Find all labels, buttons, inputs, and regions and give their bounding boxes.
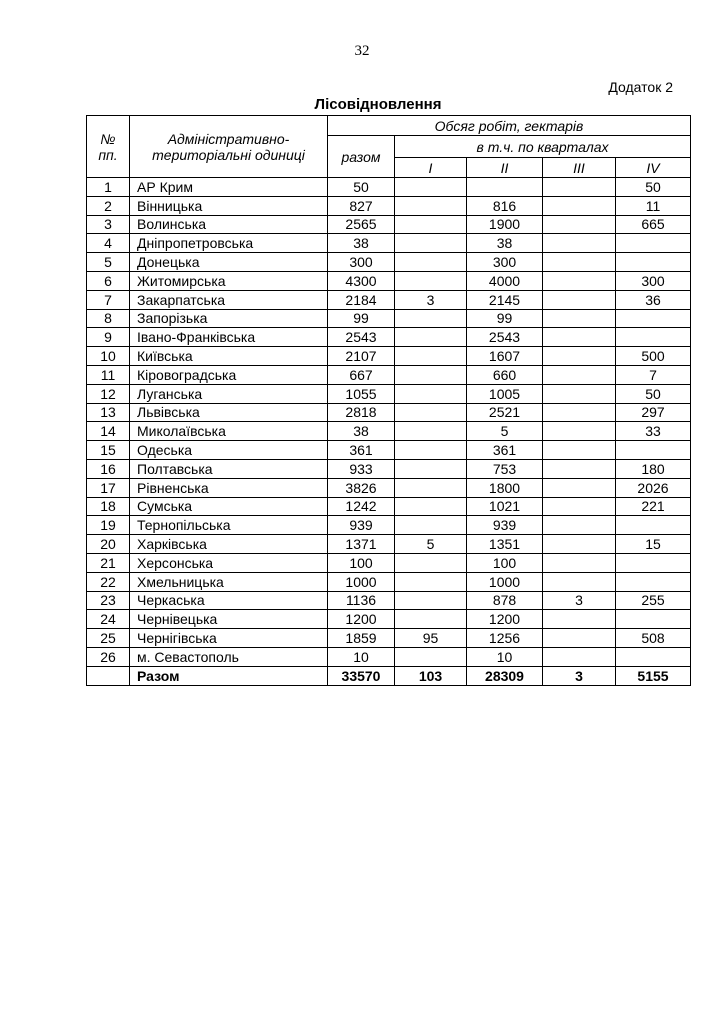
cell-q1 xyxy=(395,516,467,535)
cell-q4: 180 xyxy=(616,459,691,478)
cell-number: 26 xyxy=(87,647,130,666)
cell-number: 16 xyxy=(87,459,130,478)
table-row xyxy=(87,347,691,366)
cell-total: 99 xyxy=(328,309,395,328)
cell-number: 18 xyxy=(87,497,130,516)
table-row xyxy=(87,384,691,403)
cell-unit-name: Разом xyxy=(130,666,328,685)
table-row xyxy=(87,365,691,384)
cell-q1: 3 xyxy=(395,290,467,309)
cell-q1 xyxy=(395,459,467,478)
document-title: Лісовідновлення xyxy=(314,96,442,113)
cell-q2: 816 xyxy=(467,196,543,215)
cell-total: 3826 xyxy=(328,478,395,497)
table-row xyxy=(87,309,691,328)
cell-number: 10 xyxy=(87,347,130,366)
cell-q1 xyxy=(395,647,467,666)
cell-unit-name: Харківська xyxy=(130,535,328,554)
cell-q1 xyxy=(395,309,467,328)
table-row xyxy=(87,497,691,516)
cell-unit-name: Київська xyxy=(130,347,328,366)
cell-q2: 1021 xyxy=(467,497,543,516)
cell-q4: 50 xyxy=(616,178,691,197)
header-number-line2: пп. xyxy=(98,146,118,163)
cell-number: 17 xyxy=(87,478,130,497)
header-volume: Обсяг робіт, гектарів xyxy=(328,116,691,136)
cell-total: 1371 xyxy=(328,535,395,554)
table-row xyxy=(87,459,691,478)
header-unit-line2: територіальні одиниці xyxy=(152,146,305,163)
table-row xyxy=(87,253,691,272)
cell-number: 23 xyxy=(87,591,130,610)
cell-q4: 300 xyxy=(616,271,691,290)
cell-q1 xyxy=(395,441,467,460)
cell-q1 xyxy=(395,422,467,441)
table-row xyxy=(87,610,691,629)
cell-total: 1242 xyxy=(328,497,395,516)
table-row xyxy=(87,234,691,253)
cell-q1 xyxy=(395,178,467,197)
cell-q1 xyxy=(395,384,467,403)
cell-number: 1 xyxy=(87,178,130,197)
cell-number: 6 xyxy=(87,271,130,290)
cell-unit-name: Чернівецька xyxy=(130,610,328,629)
cell-q4: 15 xyxy=(616,535,691,554)
cell-q2: 2543 xyxy=(467,328,543,347)
cell-q3 xyxy=(543,253,616,272)
cell-q4: 255 xyxy=(616,591,691,610)
cell-unit-name: Полтавська xyxy=(130,459,328,478)
cell-q1 xyxy=(395,215,467,234)
cell-unit-name: Вінницька xyxy=(130,196,328,215)
cell-q1 xyxy=(395,572,467,591)
cell-number: 25 xyxy=(87,629,130,648)
cell-q2: 10 xyxy=(467,647,543,666)
cell-total: 933 xyxy=(328,459,395,478)
table-row xyxy=(87,271,691,290)
header-number-line1: № xyxy=(100,130,116,147)
cell-q2: 1607 xyxy=(467,347,543,366)
cell-q3 xyxy=(543,234,616,253)
cell-q2: 1256 xyxy=(467,629,543,648)
cell-number: 19 xyxy=(87,516,130,535)
cell-q2: 1351 xyxy=(467,535,543,554)
cell-number: 15 xyxy=(87,441,130,460)
table-row xyxy=(87,478,691,497)
cell-q1 xyxy=(395,253,467,272)
cell-q3 xyxy=(543,384,616,403)
cell-q3 xyxy=(543,535,616,554)
cell-total: 1200 xyxy=(328,610,395,629)
cell-q2: 5 xyxy=(467,422,543,441)
table-row xyxy=(87,422,691,441)
cell-total: 1136 xyxy=(328,591,395,610)
cell-q4: 221 xyxy=(616,497,691,516)
header-q4: IV xyxy=(616,158,691,178)
cell-total: 1000 xyxy=(328,572,395,591)
cell-total: 50 xyxy=(328,178,395,197)
cell-q2: 300 xyxy=(467,253,543,272)
cell-q2: 939 xyxy=(467,516,543,535)
header-number xyxy=(87,116,130,178)
cell-q4 xyxy=(616,328,691,347)
cell-q1 xyxy=(395,271,467,290)
cell-q4: 50 xyxy=(616,384,691,403)
cell-number: 14 xyxy=(87,422,130,441)
cell-unit-name: Волинська xyxy=(130,215,328,234)
cell-q4: 11 xyxy=(616,196,691,215)
table-row xyxy=(87,196,691,215)
cell-q4 xyxy=(616,309,691,328)
cell-q4: 500 xyxy=(616,347,691,366)
cell-unit-name: Запорізька xyxy=(130,309,328,328)
cell-unit-name: Житомирська xyxy=(130,271,328,290)
cell-total: 2565 xyxy=(328,215,395,234)
cell-q2: 38 xyxy=(467,234,543,253)
cell-total: 1859 xyxy=(328,629,395,648)
table-row xyxy=(87,572,691,591)
cell-number: 12 xyxy=(87,384,130,403)
table-row xyxy=(87,647,691,666)
cell-q3 xyxy=(543,478,616,497)
cell-total: 2107 xyxy=(328,347,395,366)
cell-total: 10 xyxy=(328,647,395,666)
cell-q4 xyxy=(616,253,691,272)
cell-total: 33570 xyxy=(328,666,395,685)
cell-q1 xyxy=(395,610,467,629)
cell-number: 21 xyxy=(87,553,130,572)
cell-q4: 665 xyxy=(616,215,691,234)
cell-total: 38 xyxy=(328,234,395,253)
cell-number: 3 xyxy=(87,215,130,234)
cell-total: 2818 xyxy=(328,403,395,422)
cell-unit-name: Кіровоградська xyxy=(130,365,328,384)
cell-unit-name: Херсонська xyxy=(130,553,328,572)
cell-q3 xyxy=(543,196,616,215)
table-row xyxy=(87,328,691,347)
cell-q1 xyxy=(395,347,467,366)
cell-unit-name: Львівська xyxy=(130,403,328,422)
cell-q3 xyxy=(543,516,616,535)
cell-q1 xyxy=(395,553,467,572)
cell-q3 xyxy=(543,572,616,591)
cell-total: 1055 xyxy=(328,384,395,403)
cell-q3 xyxy=(543,271,616,290)
table-row xyxy=(87,441,691,460)
cell-q2: 1000 xyxy=(467,572,543,591)
cell-q4 xyxy=(616,234,691,253)
cell-q2: 1005 xyxy=(467,384,543,403)
cell-q1: 95 xyxy=(395,629,467,648)
cell-total: 827 xyxy=(328,196,395,215)
cell-q1: 5 xyxy=(395,535,467,554)
cell-q2: 753 xyxy=(467,459,543,478)
cell-q2: 4000 xyxy=(467,271,543,290)
cell-q1 xyxy=(395,478,467,497)
cell-number: 20 xyxy=(87,535,130,554)
cell-q3 xyxy=(543,328,616,347)
cell-q2: 2145 xyxy=(467,290,543,309)
cell-q4: 36 xyxy=(616,290,691,309)
cell-number: 11 xyxy=(87,365,130,384)
cell-number: 22 xyxy=(87,572,130,591)
cell-q2: 660 xyxy=(467,365,543,384)
cell-q1 xyxy=(395,328,467,347)
cell-unit-name: Сумська xyxy=(130,497,328,516)
cell-total: 361 xyxy=(328,441,395,460)
cell-q1 xyxy=(395,196,467,215)
cell-q3 xyxy=(543,497,616,516)
cell-q3: 3 xyxy=(543,666,616,685)
cell-unit-name: Івано-Франківська xyxy=(130,328,328,347)
table-row xyxy=(87,535,691,554)
cell-number: 9 xyxy=(87,328,130,347)
cell-q3 xyxy=(543,178,616,197)
table-row xyxy=(87,403,691,422)
cell-number: 4 xyxy=(87,234,130,253)
header-unit xyxy=(130,116,328,178)
cell-number: 7 xyxy=(87,290,130,309)
cell-total: 2543 xyxy=(328,328,395,347)
table-row xyxy=(87,215,691,234)
cell-q3 xyxy=(543,422,616,441)
cell-q2: 878 xyxy=(467,591,543,610)
cell-q1 xyxy=(395,234,467,253)
cell-q2: 99 xyxy=(467,309,543,328)
cell-q4 xyxy=(616,516,691,535)
cell-q1: 103 xyxy=(395,666,467,685)
cell-q3 xyxy=(543,347,616,366)
cell-q2: 361 xyxy=(467,441,543,460)
cell-q1 xyxy=(395,497,467,516)
cell-q4: 508 xyxy=(616,629,691,648)
cell-unit-name: Одеська xyxy=(130,441,328,460)
reforestation-table xyxy=(86,115,691,686)
cell-q4 xyxy=(616,553,691,572)
cell-q3 xyxy=(543,403,616,422)
cell-unit-name: Хмельницька xyxy=(130,572,328,591)
cell-number: 13 xyxy=(87,403,130,422)
cell-q1 xyxy=(395,365,467,384)
cell-q2: 100 xyxy=(467,553,543,572)
cell-q1 xyxy=(395,403,467,422)
cell-number: 2 xyxy=(87,196,130,215)
cell-total: 100 xyxy=(328,553,395,572)
cell-q4 xyxy=(616,572,691,591)
cell-q4: 7 xyxy=(616,365,691,384)
cell-total: 300 xyxy=(328,253,395,272)
table-row xyxy=(87,553,691,572)
table-row xyxy=(87,591,691,610)
header-by-quarter: в т.ч. по кварталах xyxy=(395,136,691,158)
table-row xyxy=(87,178,691,197)
table-row xyxy=(87,290,691,309)
cell-q3 xyxy=(543,365,616,384)
cell-q4 xyxy=(616,647,691,666)
cell-q4: 2026 xyxy=(616,478,691,497)
cell-q3 xyxy=(543,309,616,328)
header-q3: III xyxy=(543,158,616,178)
cell-unit-name: Луганська xyxy=(130,384,328,403)
cell-q3 xyxy=(543,610,616,629)
cell-total: 4300 xyxy=(328,271,395,290)
header-unit-line1: Адміністративно- xyxy=(167,130,290,147)
cell-unit-name: м. Севастополь xyxy=(130,647,328,666)
cell-q1 xyxy=(395,591,467,610)
header-q1: I xyxy=(395,158,467,178)
cell-q3: 3 xyxy=(543,591,616,610)
cell-q3 xyxy=(543,553,616,572)
cell-q2: 28309 xyxy=(467,666,543,685)
cell-total: 38 xyxy=(328,422,395,441)
cell-q4: 33 xyxy=(616,422,691,441)
header-q2: II xyxy=(467,158,543,178)
cell-q3 xyxy=(543,441,616,460)
cell-total: 2184 xyxy=(328,290,395,309)
cell-q3 xyxy=(543,215,616,234)
cell-q4 xyxy=(616,441,691,460)
table-row xyxy=(87,629,691,648)
table-row xyxy=(87,516,691,535)
cell-q2: 1200 xyxy=(467,610,543,629)
cell-q3 xyxy=(543,459,616,478)
cell-q4: 297 xyxy=(616,403,691,422)
cell-number: 24 xyxy=(87,610,130,629)
page-number: 32 xyxy=(354,43,370,59)
cell-unit-name: Чернігівська xyxy=(130,629,328,648)
cell-unit-name: Тернопільська xyxy=(130,516,328,535)
cell-q2: 1900 xyxy=(467,215,543,234)
cell-q3 xyxy=(543,629,616,648)
cell-unit-name: Дніпропетровська xyxy=(130,234,328,253)
cell-total: 939 xyxy=(328,516,395,535)
cell-q4: 5155 xyxy=(616,666,691,685)
cell-q2: 1800 xyxy=(467,478,543,497)
cell-unit-name: Закарпатська xyxy=(130,290,328,309)
cell-q2 xyxy=(467,178,543,197)
table-body xyxy=(87,178,691,686)
cell-unit-name: Рівненська xyxy=(130,478,328,497)
table-total-row xyxy=(87,666,691,685)
cell-total: 667 xyxy=(328,365,395,384)
cell-number xyxy=(87,666,130,685)
cell-unit-name: Черкаська xyxy=(130,591,328,610)
cell-number: 5 xyxy=(87,253,130,272)
cell-q2: 2521 xyxy=(467,403,543,422)
appendix-label: Додаток 2 xyxy=(608,79,673,95)
cell-unit-name: АР Крим xyxy=(130,178,328,197)
cell-unit-name: Миколаївська xyxy=(130,422,328,441)
cell-q3 xyxy=(543,290,616,309)
header-total: разом xyxy=(328,136,395,178)
cell-unit-name: Донецька xyxy=(130,253,328,272)
cell-q4 xyxy=(616,610,691,629)
cell-number: 8 xyxy=(87,309,130,328)
cell-q3 xyxy=(543,647,616,666)
